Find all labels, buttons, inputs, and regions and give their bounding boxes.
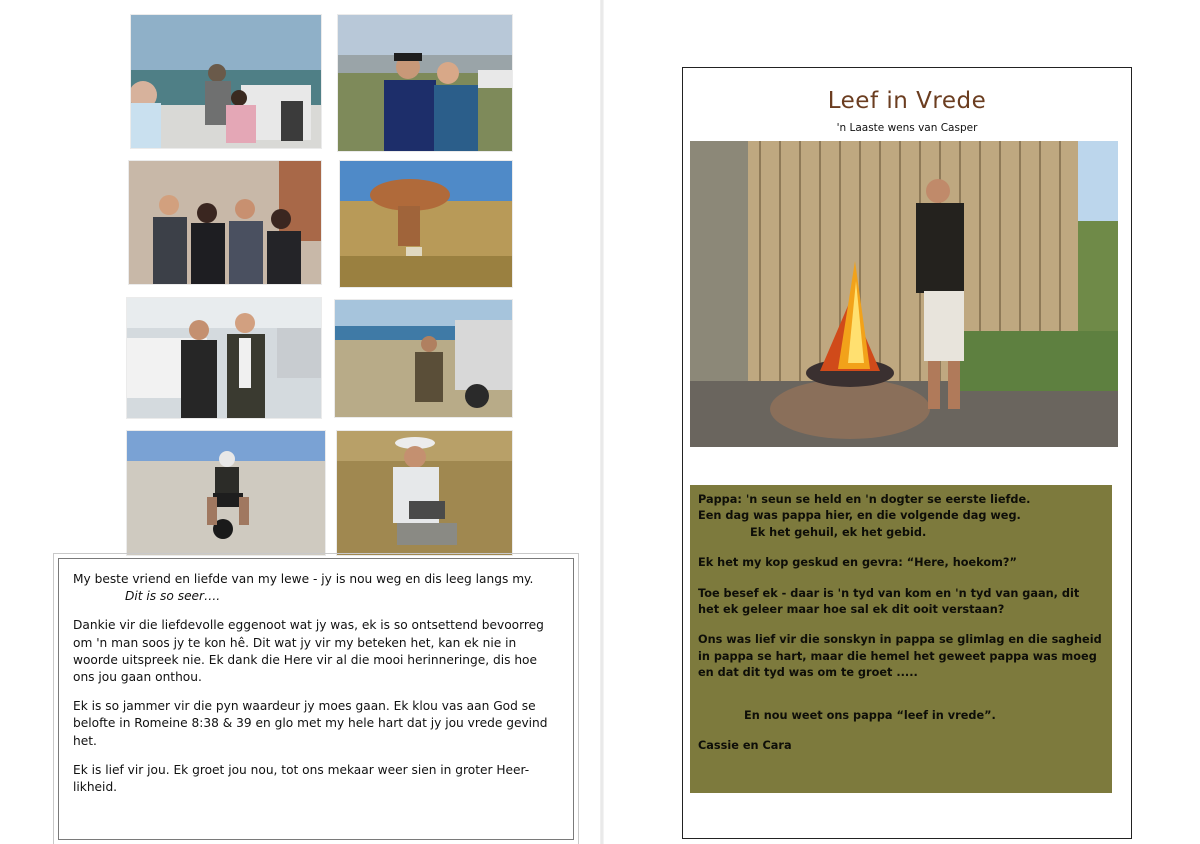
photo-man-hat-field — [337, 431, 512, 555]
page-fold — [600, 0, 604, 844]
letter-line-2: Dit is so seer…. — [125, 589, 221, 604]
photo-two-men-car — [127, 298, 321, 418]
bleed-through-text — [692, 447, 1116, 471]
photo-man-motorbike — [127, 431, 325, 555]
letter-paragraph-3: Ek is so jammer vir die pyn waardeur jy moes gaan. Ek klou vas aan God se belofte in Romeine 8:38 & 39 en glo met my hele hart dat jy jou vrede gevind het. — [73, 699, 548, 748]
photo-man-beach-car — [335, 300, 512, 417]
page-title: Leef in Vrede — [827, 88, 987, 114]
letter-line-1: My beste vriend en liefde van my lewe - jy is nou weg en dis leeg langs my. — [73, 572, 534, 586]
poem-line-7: En nou weet ons pappa “leef in vrede”. — [744, 708, 996, 722]
letter-paragraph-2: Dankie vir die liefdevolle eggenoot wat jy was, ek is so ontsettend bevoorreg om 'n man soos jy te kon hê. Dit wat jy vir my beteken het, kan ek nie in woorde uitspreek nie. Ek dank die Here vir al die mooi herinneringe, dis hoe ons jou gaan onthou. — [73, 618, 544, 685]
photo-couple-stadium — [338, 15, 512, 151]
letter-box — [58, 558, 574, 840]
photo-boat-couple — [131, 15, 321, 148]
poem-line-5: Toe besef ek - daar is 'n tyd van kom en 'n tyd van gaan, dit het ek geleer maar hoe sal ek dit ooit verstaan? — [698, 586, 1080, 617]
letter-paragraph-4: Ek is lief vir jou. Ek groet jou nou, tot ons mekaar weer sien in groter Heer-likheid. — [73, 762, 530, 795]
photo-man-fire — [690, 141, 1118, 447]
poem-line-3: Ek het gehuil, ek het gebid. — [750, 525, 927, 539]
page-subtitle: 'n Laaste wens van Casper — [836, 122, 978, 134]
photo-group-four — [129, 161, 321, 284]
poem-line-6: Ons was lief vir die sonskyn in pappa se glimlag en die sagheid in pappa se hart, maar die hemel het geweet pappa was moeg en dat dit tyd was om te groet ..... — [698, 633, 1102, 680]
poem-line-2: Een dag was pappa hier, en die volgende dag weg. — [698, 509, 1021, 523]
photo-rock-formation — [340, 161, 512, 287]
poem-line-4: Ek het my kop geskud en gevra: “Here, hoekom?” — [698, 556, 1017, 570]
poem-signature: Cassie en Cara — [698, 739, 792, 753]
poem-box — [690, 485, 1112, 793]
poem-line-1: Pappa: 'n seun se held en 'n dogter se eerste liefde. — [698, 493, 1031, 506]
